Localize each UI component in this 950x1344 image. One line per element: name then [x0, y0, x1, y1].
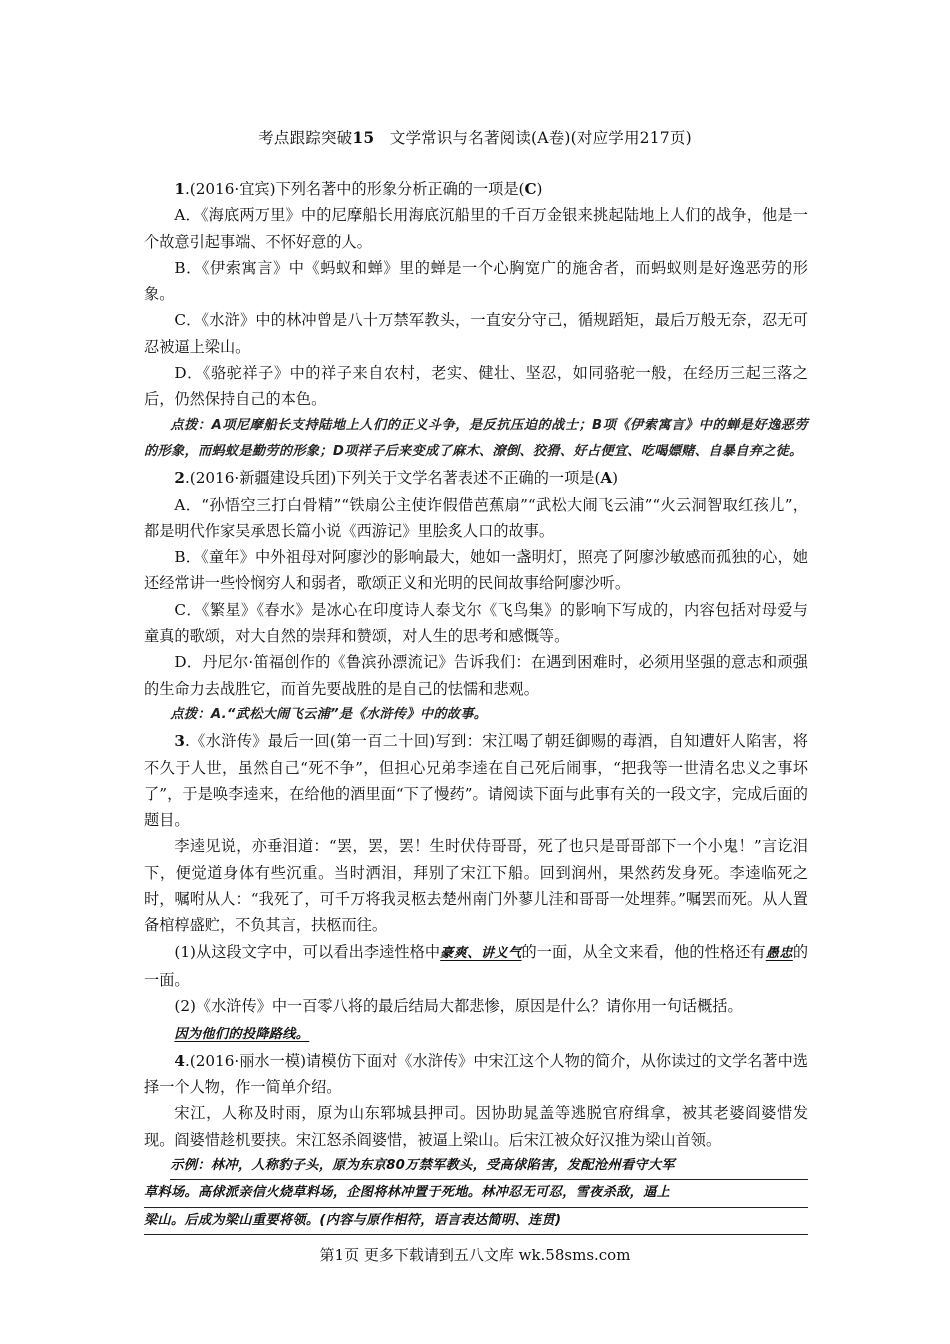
question-2-option-a: A．“孙悟空三打白骨精”“铁扇公主使诈假借芭蕉扇”“武松大闹飞云浦”“火云洞智取红孩儿”，都是明代作家吴承恩长篇小说《西游记》里脍炙人口的故事。 [144, 495, 808, 540]
page-title [0, 126, 950, 148]
question-3-sub2-answer-line [144, 1020, 808, 1048]
question-3-passage: 李逵见说，亦垂泪道：“罢，罢，罢！生时伏侍哥哥，死了也只是哥哥部下一个小鬼！”言讫泪下，便觉道身体有些沉重。当时洒泪，拜别了宋江下船。回到润州，果然药发身死。李逵临死之时，嘱咐从人：“我死了，可千万将我灵柩去楚州南门外蓼儿洼和哥哥一处埋葬。”嘱罢而死。从人置备棺椁盛贮，不负其言，扶柩而往。 [144, 837, 808, 935]
question-3-sub2: (2)《水浒传》中一百零八将的最后结局大都悲惨，原因是什么？请你用一句话概括。 [174, 997, 743, 1016]
question-1-option-b: B．《伊索寓言》中《蚂蚁和蝉》里的蝉是一个心胸宽广的施舍者，而蚂蚁则是好逸恶劳的形象。 [144, 258, 808, 304]
title-number: 15 [352, 128, 375, 147]
question-3-sub1: (1)从这段文字中，可以看出李逵性格中豪爽、讲义气的一面，从全文来看，他的性格还有愚忠的一面。 [144, 942, 809, 989]
document-body [144, 176, 808, 1235]
question-2-option-c: C．《繁星》《春水》是冰心在印度诗人泰戈尔《飞鸟集》的影响下写成的，内容包括对母爱与童真的歌颂，对大自然的崇拜和赞颂，对人生的思考和感慨等。 [144, 600, 808, 646]
example-line: 梁山。后成为梁山重要将领。(内容与原作相符，语言表达简明、连贯) [144, 1208, 808, 1235]
question-2-hint: 点拨：A.“武松大闹飞云浦”是《水浒传》中的故事。 [170, 706, 488, 722]
question-4-passage: 宋江，人称及时雨，原为山东郓城县押司。因协助晁盖等逃脱官府缉拿，被其老婆阎婆惜发现。阎婆惜趁机要挟。宋江怒杀阎婆惜，被逼上梁山。后宋江被众好汉推为梁山首领。 [144, 1104, 808, 1149]
example-line: 草料场。高俅派亲信火烧草料场，企图将林冲置于死地。林冲忍无可忍，雪夜杀敌，逼上 [144, 1180, 808, 1207]
question-1-option-a: A．《海底两万里》中的尼摩船长用海底沉船里的千百万金银来挑起陆地上人们的战争，他是一个故意引起事端、不怀好意的人。 [144, 206, 808, 251]
question-3-blank-2: 愚忠 [765, 945, 793, 961]
title-rest: 文学常识与名著阅读(A卷)(对应学用217页) [389, 129, 692, 147]
question-3-sub2-answer: 因为他们的投降路线。 [174, 1026, 310, 1042]
title-prefix: 考点跟踪突破 [258, 129, 353, 147]
question-2-option-d: D．丹尼尔·笛福创作的《鲁滨孙漂流记》告诉我们：在遇到困难时，必须用坚强的意志和顽强的生命力去战胜它，而首先要战胜的是自己的怯懦和悲观。 [144, 653, 808, 698]
question-2-stem: 2.(2016·新疆建设兵团)下列关于文学名著表述不正确的一项是(A) [174, 469, 619, 488]
question-2-option-b: B．《童年》中外祖母对阿廖沙的影响最大，她如一盏明灯，照亮了阿廖沙敏感而孤独的心，她还经常讲一些怜悯穷人和弱者，歌颂正义和光明的民间故事给阿廖沙听。 [144, 548, 808, 593]
question-3-stem: 3.《水浒传》最后一回(第一百二十回)写到：宋江喝了朝廷御赐的毒酒，自知遭奸人陷害，将不久于人世，虽然自己“死不争”，但担心兄弟李逵在自己死后闹事，“把我等一世清名忠义之事坏了”，于是唤李逵来，在给他的酒里面“下了慢药”。请阅读下面与此事有关的一段文字，完成后面的题目。 [144, 732, 808, 830]
question-1-answer: C [524, 180, 537, 198]
question-2-answer: A [600, 469, 613, 488]
question-1-stem: 1.(2016·宜宾)下列名著中的形象分析正确的一项是(C) [174, 180, 543, 198]
question-4-example [144, 1153, 808, 1235]
example-line: 示例：林冲，人称豹子头，原为东京80万禁军教头，受高俅陷害，发配沧州看守大军 [170, 1153, 808, 1180]
question-4-stem: 4.(2016·丽水一模)请模仿下面对《水浒传》中宋江这个人物的简介，从你读过的文学名著中选择一个人物，作一简单介绍。 [144, 1051, 808, 1097]
question-1-option-c: C．《水浒》中的林冲曾是八十万禁军教头，一直安分守己，循规蹈矩，最后万般无奈，忍无可忍被逼上梁山。 [144, 311, 808, 356]
question-1-hint: 点拨：A项尼摩船长支持陆地上人们的正义斗争，是反抗压迫的战士；B项《伊索寓言》中的蝉是好逸恶劳的形象，而蚂蚁是勤劳的形象；D项祥子后来变成了麻木、潦倒、狡猾、好占便宜、吃喝嫖赌、自暴自弃之徒。 [144, 417, 808, 459]
question-1-option-d: D．《骆驼祥子》中的祥子来自农村，老实、健壮、坚忍，如同骆驼一般，在经历三起三落之后，仍然保持自己的本色。 [144, 364, 808, 409]
question-3-blank-1: 豪爽、讲义气 [440, 945, 522, 961]
page-footer: 第1页 更多下载请到五八文库 wk.58sms.com [319, 1246, 631, 1264]
